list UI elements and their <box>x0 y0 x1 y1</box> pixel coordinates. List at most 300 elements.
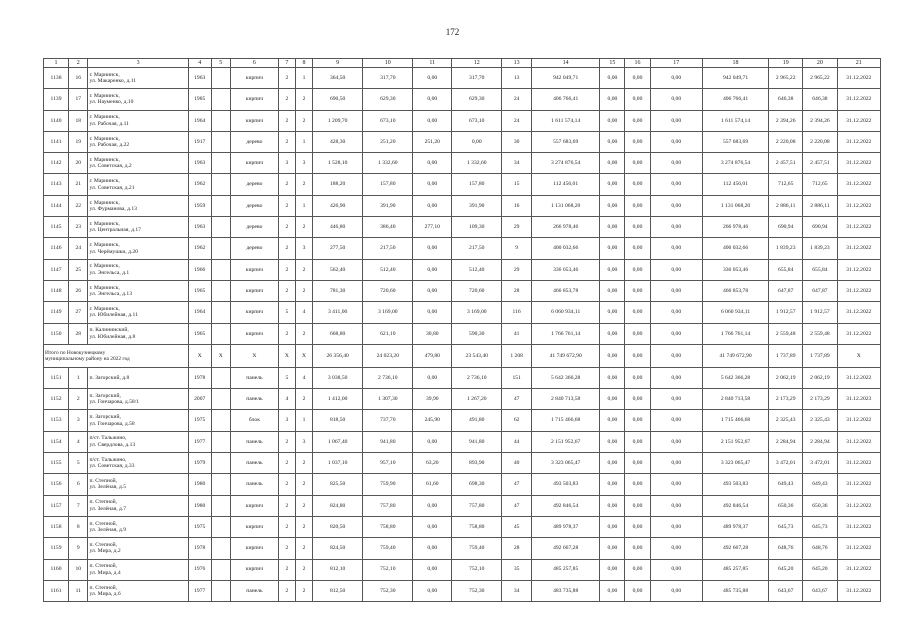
table-row <box>44 538 881 559</box>
table-cell: 690,50 <box>313 89 363 110</box>
table-cell: 0,00 <box>600 389 625 410</box>
table-cell: 41 <box>502 323 532 344</box>
table-cell: 489 978,37 <box>531 516 599 537</box>
table-cell: 0,00 <box>600 474 625 495</box>
table-cell: 0,00 <box>413 431 452 452</box>
table-cell: 3 411,00 <box>313 302 363 323</box>
table-cell: 0,00 <box>625 259 650 280</box>
table-cell: 109,30 <box>452 217 502 238</box>
table-cell: 0,00 <box>413 367 452 388</box>
table-row <box>44 195 881 216</box>
table-cell: 590,30 <box>452 323 502 344</box>
table-cell <box>211 259 230 280</box>
table-cell: блок <box>230 410 278 431</box>
table-cell: 1 131 068,20 <box>702 195 768 216</box>
table-cell: 489 978,37 <box>702 516 768 537</box>
table-cell: 24 <box>69 238 88 259</box>
table-cell: 2 736,10 <box>363 367 413 388</box>
table-cell: 0,00 <box>650 410 702 431</box>
table-cell: 492 667,28 <box>702 538 768 559</box>
table-cell: 0,00 <box>413 89 452 110</box>
table-cell: 1 267,20 <box>452 389 502 410</box>
table-cell: 31.12.2022 <box>837 153 880 174</box>
table-cell: 557 683,69 <box>702 131 768 152</box>
table-cell: 2 <box>278 131 295 152</box>
table-cell: 2 <box>295 559 312 580</box>
table-cell: 47 <box>502 495 532 516</box>
table-cell: 2 965,22 <box>769 68 803 89</box>
column-number-cell: 6 <box>230 59 278 68</box>
table-cell: 31.12.2022 <box>837 238 880 259</box>
table-cell: 2 <box>295 174 312 195</box>
table-cell: 0,00 <box>413 259 452 280</box>
table-cell: 1138 <box>44 68 69 89</box>
table-cell: 2 <box>278 516 295 537</box>
table-cell: 34 <box>502 580 532 601</box>
table-cell: 0,00 <box>625 389 650 410</box>
address-cell: г. Мариинск, ул. Энгельса, д.13 <box>88 280 188 301</box>
table-cell <box>211 217 230 238</box>
table-cell: 3 <box>295 431 312 452</box>
table-cell: 1965 <box>188 323 211 344</box>
table-cell: 0,00 <box>650 323 702 344</box>
table-row <box>44 474 881 495</box>
table-cell <box>211 538 230 559</box>
table-cell: 0,00 <box>600 110 625 131</box>
table-cell: 690,94 <box>803 217 837 238</box>
table-cell: 2 559,48 <box>769 323 803 344</box>
table-cell: 2 <box>69 389 88 410</box>
table-cell: 0,00 <box>625 89 650 110</box>
table-cell: 5 642 366,28 <box>702 367 768 388</box>
table-cell: 1158 <box>44 516 69 537</box>
table-cell: 1964 <box>188 302 211 323</box>
table-cell: 0,00 <box>600 174 625 195</box>
table-cell: 1141 <box>44 131 69 152</box>
table-cell: 648,76 <box>769 538 803 559</box>
table-cell: 1143 <box>44 174 69 195</box>
table-cell: 31.12.2022 <box>837 259 880 280</box>
table-cell: 23 <box>69 217 88 238</box>
table-cell <box>211 495 230 516</box>
table-cell <box>211 195 230 216</box>
table-cell <box>211 474 230 495</box>
address-cell: г. Мариинск, ул. Рабочая, д.11 <box>88 110 188 131</box>
table-cell: 1963 <box>188 68 211 89</box>
table-cell: 0,00 <box>625 538 650 559</box>
housing-register-table <box>43 58 881 602</box>
table-cell: 752,30 <box>452 580 502 601</box>
table-cell: 673,10 <box>363 110 413 131</box>
table-cell: 2 886,11 <box>769 195 803 216</box>
table-cell: 562,40 <box>313 259 363 280</box>
table-cell <box>211 410 230 431</box>
table-cell: 31.12.2022 <box>837 110 880 131</box>
table-cell: 629,30 <box>363 89 413 110</box>
column-number-cell: 11 <box>413 59 452 68</box>
table-row <box>44 559 881 580</box>
table-cell: 24 <box>502 89 532 110</box>
table-cell: 825,50 <box>313 474 363 495</box>
table-cell: 2 <box>295 580 312 601</box>
table-cell: 0,00 <box>650 174 702 195</box>
table-cell: 31.12.2022 <box>837 538 880 559</box>
table-cell: 942 049,71 <box>702 68 768 89</box>
table-cell: 31.12.2022 <box>837 68 880 89</box>
table-cell: 28 <box>502 280 532 301</box>
table-cell: 34 <box>502 153 532 174</box>
table-cell: 0,00 <box>600 495 625 516</box>
table-cell: 2 284,94 <box>803 431 837 452</box>
table-cell: 655,84 <box>803 259 837 280</box>
table-cell: 2 <box>295 89 312 110</box>
table-cell <box>211 110 230 131</box>
table-cell: 4 <box>295 367 312 388</box>
table-cell: 1149 <box>44 302 69 323</box>
table-cell: 1 209,70 <box>313 110 363 131</box>
table-cell: 3 323 065,47 <box>531 453 599 474</box>
table-cell: 1 <box>69 367 88 388</box>
table-row <box>44 280 881 301</box>
table-cell: 45 <box>502 516 532 537</box>
page-number: 172 <box>445 27 460 37</box>
table-cell: 0,00 <box>600 580 625 601</box>
table-cell: 31.12.2022 <box>837 474 880 495</box>
table-cell: 251,20 <box>413 131 452 152</box>
table-cell: 757,80 <box>363 495 413 516</box>
table-row <box>44 431 881 452</box>
table-cell: 22 <box>69 195 88 216</box>
table-cell: 9 <box>69 538 88 559</box>
table-cell: 0,00 <box>650 495 702 516</box>
table-cell: 491,80 <box>452 410 502 431</box>
table-cell <box>211 153 230 174</box>
table-cell: 0,00 <box>650 110 702 131</box>
table-cell: 941,80 <box>452 431 502 452</box>
table-cell: 1 332,60 <box>363 153 413 174</box>
table-cell: 1147 <box>44 259 69 280</box>
table-cell: 8 <box>69 516 88 537</box>
total-cell: 0,00 <box>625 344 650 367</box>
table-cell: 492 846,54 <box>531 495 599 516</box>
column-number-cell: 13 <box>502 59 532 68</box>
table-cell: 647,87 <box>769 280 803 301</box>
table-row <box>44 367 881 388</box>
address-cell: п. Степной, ул. Зелёная, д.9 <box>88 516 188 537</box>
table-cell <box>211 302 230 323</box>
address-cell: г. Мариинск, ул. Науменко, д.10 <box>88 89 188 110</box>
table-cell: 1155 <box>44 453 69 474</box>
table-cell: 1 <box>295 131 312 152</box>
table-cell: 1 <box>295 410 312 431</box>
table-cell: 2 457,51 <box>803 153 837 174</box>
table-cell: 217,50 <box>452 238 502 259</box>
table-cell: 0,00 <box>650 280 702 301</box>
table-cell: 391,90 <box>363 195 413 216</box>
table-cell: 2 <box>278 323 295 344</box>
column-number-cell: 2 <box>69 59 88 68</box>
table-cell: 0,00 <box>413 195 452 216</box>
table-cell: 1979 <box>188 453 211 474</box>
address-cell: п. Степной, ул. Мира, д.6 <box>88 580 188 601</box>
table-cell: 0,00 <box>600 538 625 559</box>
table-cell: 1145 <box>44 217 69 238</box>
column-number-cell: 10 <box>363 59 413 68</box>
table-cell: 2 <box>295 389 312 410</box>
table-cell: 4 <box>69 431 88 452</box>
table-cell: 277,10 <box>413 217 452 238</box>
table-cell: 758,80 <box>452 516 502 537</box>
table-cell: 0,00 <box>650 474 702 495</box>
table-cell: 0,00 <box>600 280 625 301</box>
table-cell: 0,00 <box>650 195 702 216</box>
table-cell: 0,00 <box>625 68 650 89</box>
table-cell <box>211 559 230 580</box>
table-cell: 0,00 <box>650 89 702 110</box>
table-cell: 752,10 <box>363 559 413 580</box>
table-cell: 31.12.2023 <box>837 389 880 410</box>
table-cell: 0,00 <box>650 431 702 452</box>
table-cell: 1976 <box>188 559 211 580</box>
table-cell: 1148 <box>44 280 69 301</box>
total-cell: 41 749 672,90 <box>531 344 599 367</box>
table-cell: 9 <box>502 238 532 259</box>
table-cell: кирпич <box>230 559 278 580</box>
table-row <box>44 238 881 259</box>
table-row <box>44 495 881 516</box>
table-cell: 0,00 <box>413 68 452 89</box>
table-cell: 0,00 <box>625 474 650 495</box>
address-cell: п/ст. Тальжино, ул. Советская, д.33 <box>88 453 188 474</box>
table-cell: 2 394,26 <box>803 110 837 131</box>
table-cell: 0,00 <box>625 217 650 238</box>
table-cell <box>211 68 230 89</box>
table-cell: 0,00 <box>413 302 452 323</box>
table-cell: 112 456,01 <box>531 174 599 195</box>
table-cell: 2 325,43 <box>803 410 837 431</box>
table-cell: 217,50 <box>363 238 413 259</box>
table-cell: 893,90 <box>452 453 502 474</box>
table-cell: 0,00 <box>650 453 702 474</box>
table-cell: панель <box>230 431 278 452</box>
table-cell: 1 766 761,14 <box>702 323 768 344</box>
address-cell: г. Мариинск, ул. Фурманова, д.13 <box>88 195 188 216</box>
table-cell: 47 <box>502 389 532 410</box>
table-row <box>44 302 881 323</box>
table-cell: 151 <box>502 367 532 388</box>
table-cell: 0,00 <box>650 68 702 89</box>
table-cell: 1151 <box>44 367 69 388</box>
column-number-cell: 15 <box>600 59 625 68</box>
table-cell: кирпич <box>230 280 278 301</box>
table-cell: 0,00 <box>650 389 702 410</box>
table-cell: 112 456,01 <box>702 174 768 195</box>
table-cell: 0,00 <box>625 280 650 301</box>
table-cell: 266 978,46 <box>702 217 768 238</box>
column-number-cell: 4 <box>188 59 211 68</box>
table-cell: 812,10 <box>313 559 363 580</box>
address-cell: г. Мариинск, ул. Юбилейная, д.11 <box>88 302 188 323</box>
address-cell: п. Калининский, ул. Юбилейная, д.8 <box>88 323 188 344</box>
table-cell: 26 <box>69 280 88 301</box>
column-number-cell: 5 <box>211 59 230 68</box>
table-cell: 3 323 065,47 <box>702 453 768 474</box>
table-cell: 0,00 <box>600 323 625 344</box>
table-cell: 818,50 <box>313 410 363 431</box>
table-cell: 16 <box>69 68 88 89</box>
table-cell: 0,00 <box>625 367 650 388</box>
table-cell: 1978 <box>188 538 211 559</box>
column-number-cell: 18 <box>702 59 768 68</box>
table-cell: 27 <box>69 302 88 323</box>
table-cell: 673,10 <box>452 110 502 131</box>
table-cell: 485 257,85 <box>702 559 768 580</box>
table-cell: 0,00 <box>413 280 452 301</box>
table-cell: 485 735,88 <box>702 580 768 601</box>
table-cell: 647,87 <box>803 280 837 301</box>
table-cell: 649,43 <box>769 474 803 495</box>
table-cell: дерево <box>230 238 278 259</box>
table-cell: 0,00 <box>413 559 452 580</box>
table-row <box>44 217 881 238</box>
table-cell: 0,00 <box>625 431 650 452</box>
address-cell: п. Степной, ул. Мира, д.4 <box>88 559 188 580</box>
table-cell: 0,00 <box>650 580 702 601</box>
table-cell: 1 037,10 <box>313 453 363 474</box>
address-cell: г. Мариинск, ул. Макаренко, д.11 <box>88 68 188 89</box>
table-cell: 3 472,01 <box>803 453 837 474</box>
table-cell: 485 257,85 <box>531 559 599 580</box>
table-cell: панель <box>230 453 278 474</box>
table-cell: 2 062,19 <box>803 367 837 388</box>
column-number-cell: 9 <box>313 59 363 68</box>
column-number-cell: 17 <box>650 59 702 68</box>
table-cell: 0,00 <box>600 559 625 580</box>
table-cell: 0,00 <box>600 217 625 238</box>
table-cell: 2 <box>278 68 295 89</box>
address-cell: п. Загорский, ул. Гончарова, д.58/1 <box>88 389 188 410</box>
table-cell: 277,50 <box>313 238 363 259</box>
table-cell: 2 840 713,58 <box>531 389 599 410</box>
table-cell: 0,00 <box>625 516 650 537</box>
table-cell: 3 274 876,54 <box>702 153 768 174</box>
table-cell: 0,00 <box>600 259 625 280</box>
table-cell: 1 766 761,14 <box>531 323 599 344</box>
table-cell: 31.12.2022 <box>837 453 880 474</box>
table-cell: панель <box>230 474 278 495</box>
table-cell: 820,50 <box>313 516 363 537</box>
table-cell: 646,38 <box>803 89 837 110</box>
table-cell <box>211 89 230 110</box>
table-cell: 645,73 <box>803 516 837 537</box>
table-cell: 0,00 <box>625 323 650 344</box>
table-cell: кирпич <box>230 110 278 131</box>
total-cell: 24 023,20 <box>363 344 413 367</box>
total-cell: X <box>295 344 312 367</box>
table-cell <box>211 131 230 152</box>
table-cell: 2 <box>278 580 295 601</box>
table-cell: 650,36 <box>803 495 837 516</box>
table-cell <box>211 431 230 452</box>
table-cell: панель <box>230 580 278 601</box>
table-cell: панель <box>230 389 278 410</box>
column-number-cell: 8 <box>295 59 312 68</box>
table-cell: 0,00 <box>650 153 702 174</box>
table-cell: 1975 <box>188 516 211 537</box>
table-cell: 31.12.2022 <box>837 559 880 580</box>
table-cell: 3 <box>278 153 295 174</box>
table-cell: 2007 <box>188 389 211 410</box>
table-cell: 1 131 068,20 <box>531 195 599 216</box>
table-cell: 317,70 <box>363 68 413 89</box>
table-cell: 2 <box>295 110 312 131</box>
table-cell: 0,00 <box>650 302 702 323</box>
table-cell: 1917 <box>188 131 211 152</box>
table-cell: 31.12.2022 <box>837 302 880 323</box>
table-cell: 1140 <box>44 110 69 131</box>
table-cell: 0,00 <box>413 580 452 601</box>
table-cell: 0,00 <box>600 367 625 388</box>
table-cell: 0,00 <box>625 110 650 131</box>
table-cell: 3 <box>278 410 295 431</box>
address-cell: п. Степной, ул. Мира, д.2 <box>88 538 188 559</box>
table-cell: 720,60 <box>452 280 502 301</box>
table-cell: 406 766,41 <box>702 89 768 110</box>
table-cell: 31.12.2022 <box>837 516 880 537</box>
table-cell: 31.12.2022 <box>837 431 880 452</box>
table-cell: 512,40 <box>363 259 413 280</box>
table-cell: кирпич <box>230 538 278 559</box>
table-cell: 1152 <box>44 389 69 410</box>
table-cell: 645,20 <box>803 559 837 580</box>
table-cell: 6 060 934,11 <box>531 302 599 323</box>
table-cell: 18 <box>69 110 88 131</box>
table-cell: 645,20 <box>769 559 803 580</box>
table-row <box>44 389 881 410</box>
table-cell: 0,00 <box>600 68 625 89</box>
column-number-cell: 20 <box>803 59 837 68</box>
table-cell: 2 <box>295 217 312 238</box>
table-cell: 0,00 <box>625 453 650 474</box>
total-cell: 0,00 <box>600 344 625 367</box>
table-cell: 0,00 <box>600 431 625 452</box>
table-cell: 493 503,83 <box>531 474 599 495</box>
table-cell: 400 032,66 <box>702 238 768 259</box>
table-cell: 2 173,29 <box>769 389 803 410</box>
table-cell: 0,00 <box>600 238 625 259</box>
table-cell <box>211 323 230 344</box>
table-cell: 1153 <box>44 410 69 431</box>
table-cell: 812,50 <box>313 580 363 601</box>
table-cell: 629,30 <box>452 89 502 110</box>
table-cell: 2 736,10 <box>452 367 502 388</box>
table-cell: 0,00 <box>650 559 702 580</box>
table-cell: 336 053,46 <box>531 259 599 280</box>
table-cell: 712,65 <box>769 174 803 195</box>
table-cell: 1 <box>295 68 312 89</box>
table-cell: 1964 <box>188 110 211 131</box>
table-cell: кирпич <box>230 495 278 516</box>
table-cell: 0,00 <box>600 302 625 323</box>
table-cell: 646,38 <box>769 89 803 110</box>
table-cell: 1 912,57 <box>803 302 837 323</box>
table-cell: 824,80 <box>313 495 363 516</box>
table-cell: 0,00 <box>413 174 452 195</box>
table-cell: 30,80 <box>413 323 452 344</box>
table-cell: 2 <box>278 259 295 280</box>
table-cell: 1 839,23 <box>769 238 803 259</box>
table-cell: 1142 <box>44 153 69 174</box>
